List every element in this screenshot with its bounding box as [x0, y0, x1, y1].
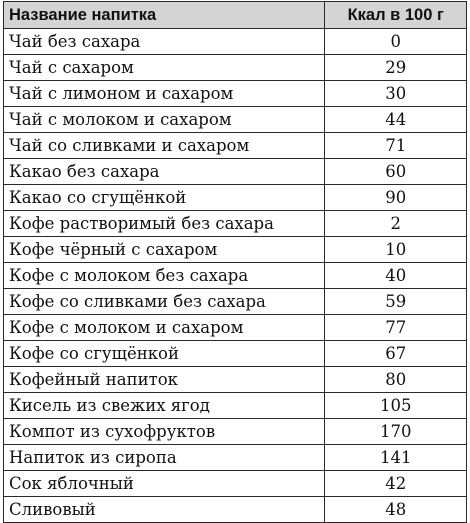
calorie-table: [3, 1, 467, 523]
kcal-value-cell: 80: [325, 367, 467, 393]
table-row: [4, 185, 467, 211]
table-row: [4, 471, 467, 497]
kcal-value-cell: 0: [325, 29, 467, 55]
table-row: [4, 419, 467, 445]
kcal-value-cell: 77: [325, 315, 467, 341]
table-row: [4, 107, 467, 133]
drink-name-cell: Чай с сахаром: [4, 55, 325, 81]
drink-name-cell: Кисель из свежих ягод: [4, 393, 325, 419]
kcal-value-cell: 141: [325, 445, 467, 471]
kcal-value-cell: 48: [325, 497, 467, 523]
kcal-value-cell: 59: [325, 289, 467, 315]
table-header: [4, 2, 467, 29]
kcal-value-cell: 71: [325, 133, 467, 159]
drink-name-cell: Кофе со сливками без сахара: [4, 289, 325, 315]
drink-name-cell: Компот из сухофруктов: [4, 419, 325, 445]
kcal-value-cell: 44: [325, 107, 467, 133]
header-kcal: Ккал в 100 г: [325, 2, 467, 29]
kcal-value-cell: 10: [325, 237, 467, 263]
kcal-value-cell: 29: [325, 55, 467, 81]
table-row: [4, 315, 467, 341]
kcal-value-cell: 67: [325, 341, 467, 367]
table-row: [4, 237, 467, 263]
drink-name-cell: Кофе с молоком и сахаром: [4, 315, 325, 341]
kcal-value-cell: 42: [325, 471, 467, 497]
table-row: [4, 263, 467, 289]
drink-name-cell: Чай с лимоном и сахаром: [4, 81, 325, 107]
drink-name-cell: Кофе растворимый без сахара: [4, 211, 325, 237]
table-row: [4, 367, 467, 393]
header-row: [4, 2, 467, 29]
drink-name-cell: Сливовый: [4, 497, 325, 523]
kcal-value-cell: 2: [325, 211, 467, 237]
table-row: [4, 341, 467, 367]
table-row: [4, 211, 467, 237]
drink-name-cell: Чай со сливками и сахаром: [4, 133, 325, 159]
table-row: [4, 497, 467, 523]
drink-name-cell: Чай с молоком и сахаром: [4, 107, 325, 133]
header-drink-name: Название напитка: [4, 2, 325, 29]
table-row: [4, 393, 467, 419]
kcal-value-cell: 170: [325, 419, 467, 445]
drink-name-cell: Кофе со сгущёнкой: [4, 341, 325, 367]
table-body: [4, 29, 467, 523]
table-row: [4, 159, 467, 185]
drink-name-cell: Кофе чёрный с сахаром: [4, 237, 325, 263]
drink-name-cell: Чай без сахара: [4, 29, 325, 55]
table-row: [4, 29, 467, 55]
kcal-value-cell: 105: [325, 393, 467, 419]
drink-name-cell: Какао со сгущёнкой: [4, 185, 325, 211]
drink-name-cell: Сок яблочный: [4, 471, 325, 497]
kcal-value-cell: 60: [325, 159, 467, 185]
table-row: [4, 445, 467, 471]
kcal-value-cell: 30: [325, 81, 467, 107]
drink-name-cell: Напиток из сиропа: [4, 445, 325, 471]
kcal-value-cell: 40: [325, 263, 467, 289]
drink-name-cell: Кофейный напиток: [4, 367, 325, 393]
table-row: [4, 81, 467, 107]
drink-name-cell: Кофе с молоком без сахара: [4, 263, 325, 289]
table-row: [4, 289, 467, 315]
drink-name-cell: Какао без сахара: [4, 159, 325, 185]
table-row: [4, 133, 467, 159]
kcal-value-cell: 90: [325, 185, 467, 211]
table-row: [4, 55, 467, 81]
